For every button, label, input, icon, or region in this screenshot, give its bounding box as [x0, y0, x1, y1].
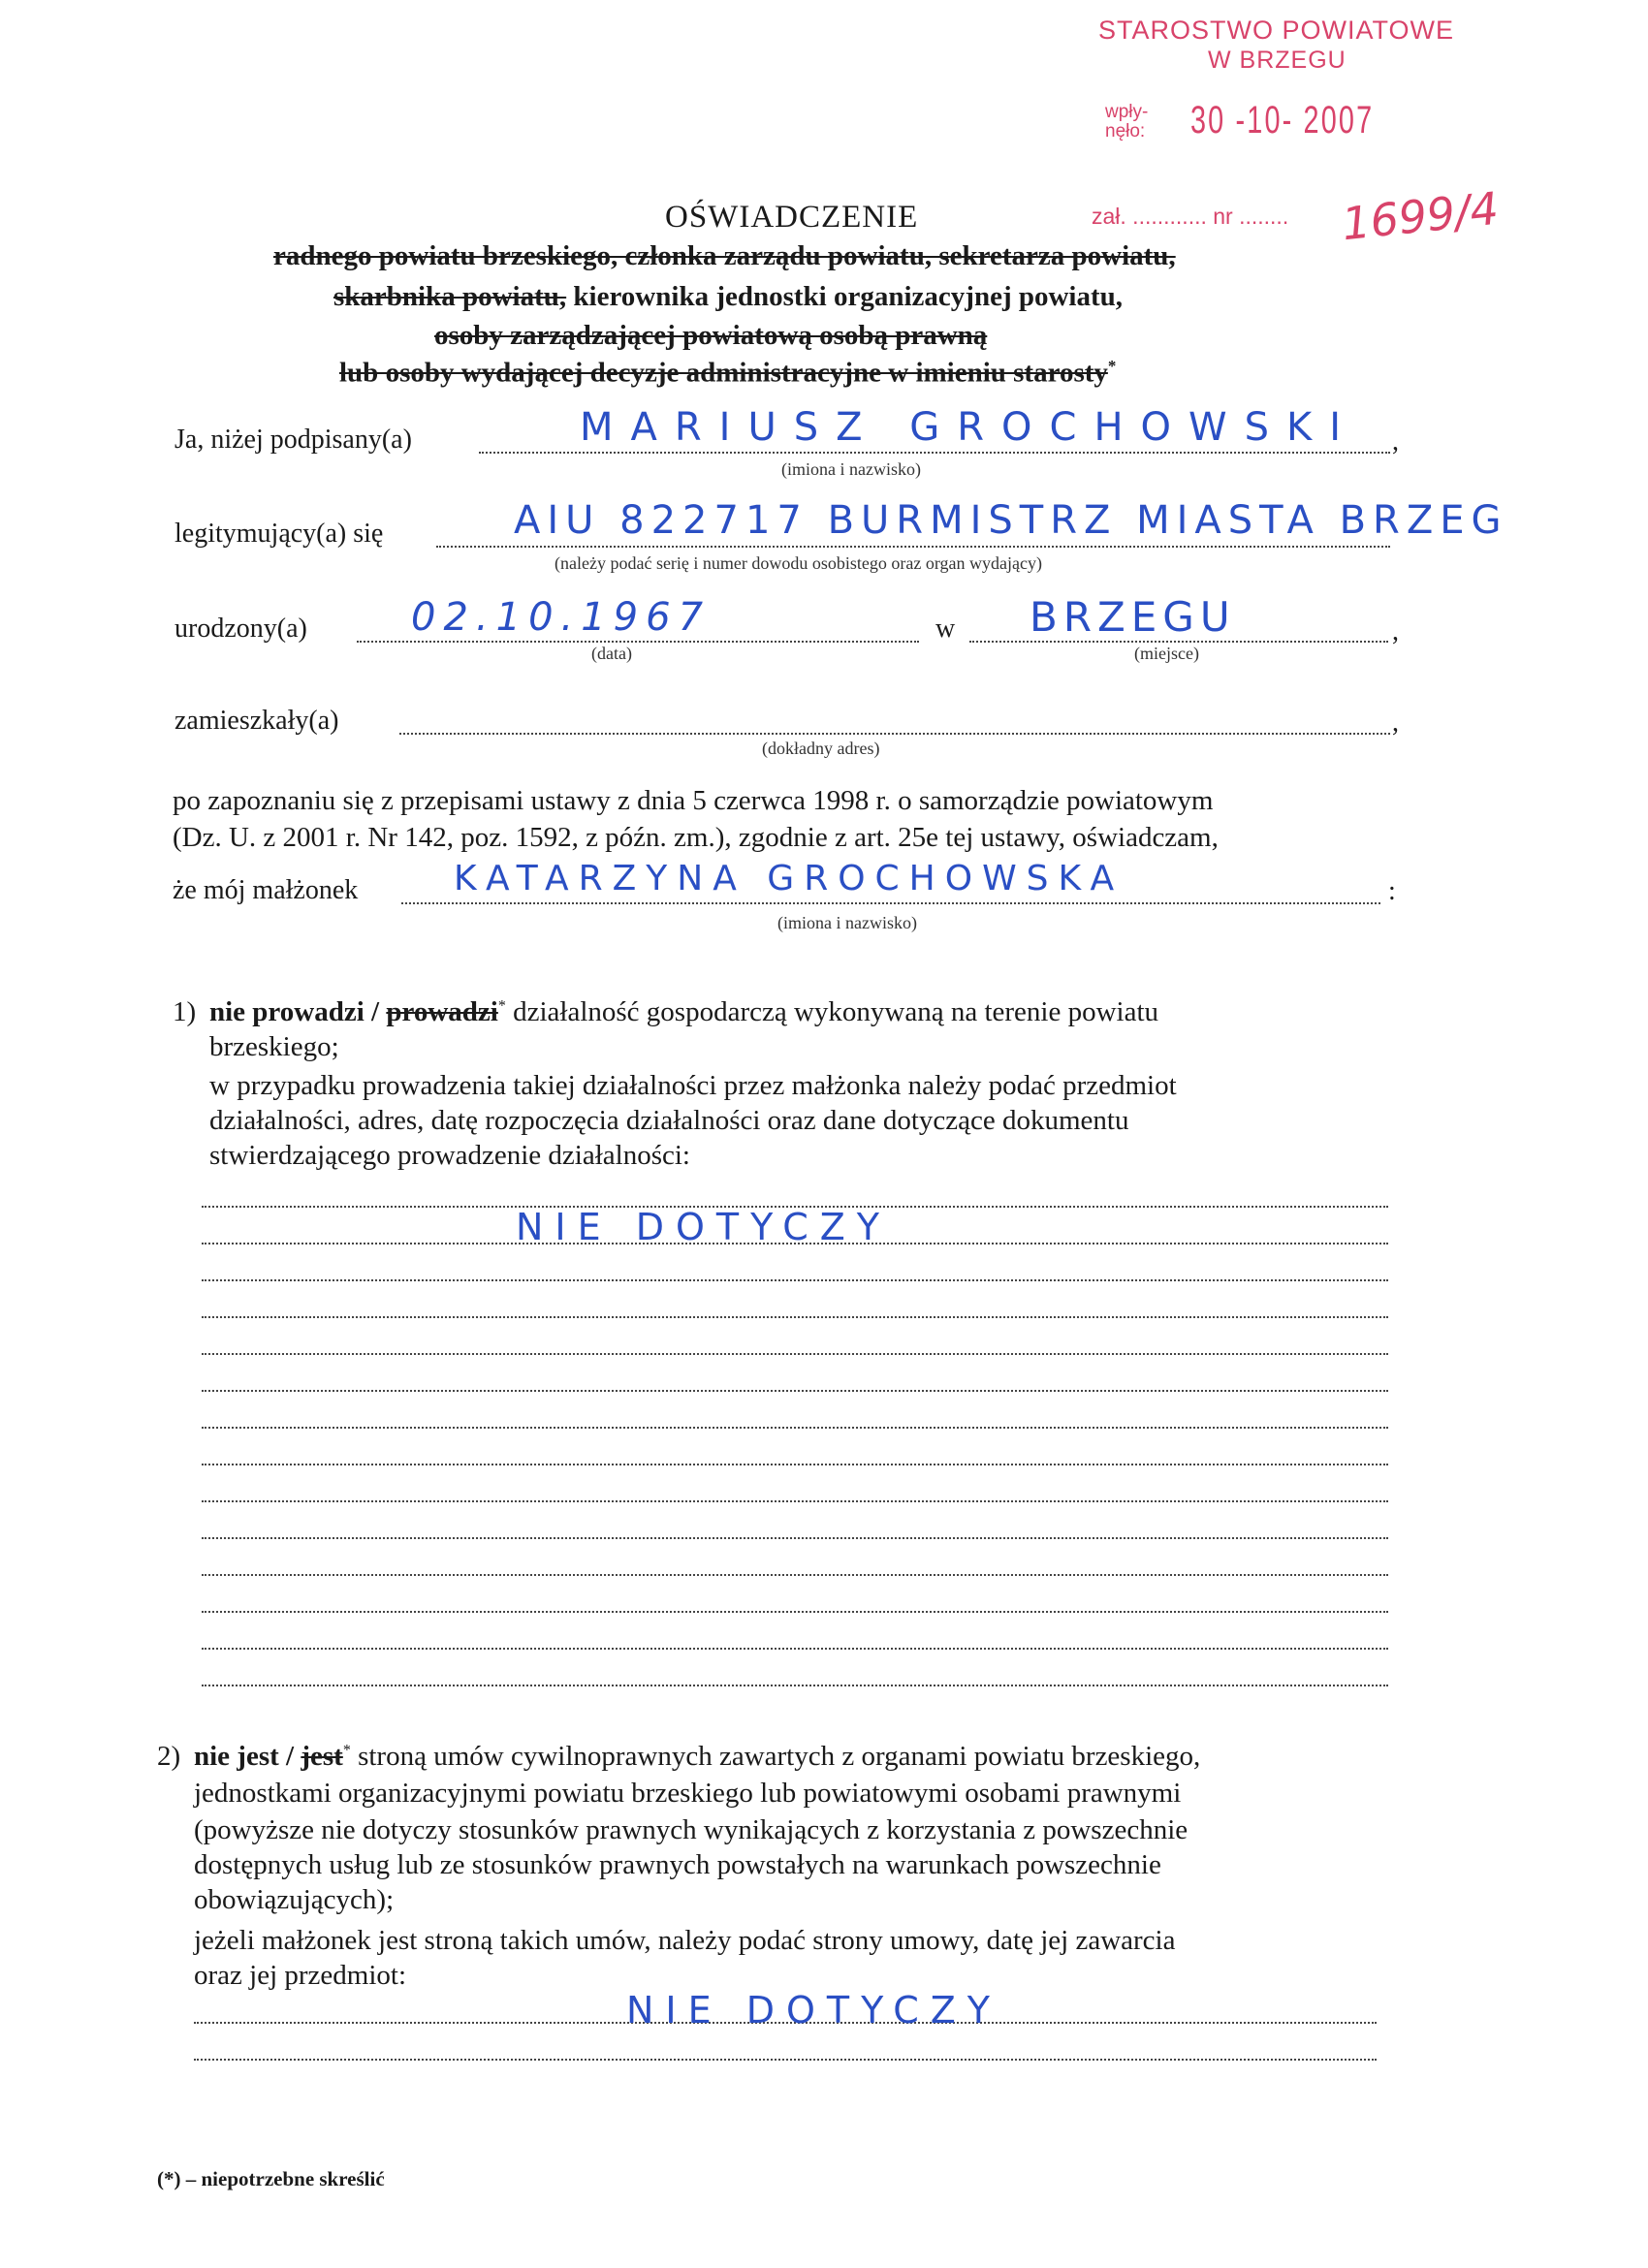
section-1-struck: prowadzi [386, 996, 498, 1027]
name-dotted-line [479, 452, 1390, 454]
section-1-rest: działalność gospodarczą wykonywaną na terenie powiatu [505, 996, 1159, 1027]
header-line-4 [339, 357, 1116, 390]
section-2-line-4: dostępnych usług lub ze stosunków prawnych powstałych na warunkach powszechnie [194, 1849, 1161, 1880]
section-1-blank-line-7 [202, 1427, 1388, 1429]
header-line-3: osoby zarządzającej powiatową osobą prawną [434, 320, 988, 351]
header-line-4-mark: * [1107, 357, 1117, 375]
address-hint: (dokładny adres) [762, 739, 880, 758]
section-2-number: 2) [157, 1741, 181, 1772]
section-2-line-5: obowiązujących); [194, 1884, 395, 1915]
section-1-line-1 [209, 996, 1158, 1028]
place-hint: (miejsce) [1134, 644, 1199, 663]
stamp-attachments: zał. ............ nr ........ [1092, 204, 1289, 229]
section-1-number: 1) [173, 996, 197, 1027]
name-value: MARIUSZ GROCHOWSKI [580, 405, 1358, 450]
place-dotted-line [969, 641, 1388, 643]
id-value: AIU 822717 BURMISTRZ MIASTA BRZEG [514, 498, 1508, 543]
stamp-office-name: STAROSTWO POWIATOWE [1098, 16, 1454, 45]
stamp-office-city: W BRZEGU [1208, 47, 1347, 74]
section-1-answer: NIE DOTYCZY [516, 1206, 892, 1248]
section-1-blank-line-10 [202, 1537, 1388, 1539]
section-1-blank-line-13 [202, 1648, 1388, 1650]
id-hint: (należy podać serię i numer dowodu osobistego oraz organ wydający) [555, 553, 1042, 573]
born-label: urodzony(a) [174, 614, 307, 644]
section-1-blank-line-12 [202, 1611, 1388, 1613]
section-2-line-2: jednostkami organizacyjnymi powiatu brzeskiego lub powiatowymi osobami prawnymi [194, 1778, 1182, 1809]
name-hint: (imiona i nazwisko) [781, 459, 921, 479]
header-line-2-kept: kierownika jednostki organizacyjnej powiatu, [566, 281, 1124, 312]
place-comma: , [1392, 616, 1399, 646]
section-1-blank-line-9 [202, 1500, 1388, 1502]
header-line-4-text: lub osoby wydającej decyzje administracyjne w imieniu starosty [339, 357, 1108, 389]
document-title: OŚWIADCZENIE [665, 200, 919, 235]
section-2-line-3: (powyższe nie dotyczy stosunków prawnych wynikających z korzystania z powszechnie [194, 1814, 1188, 1845]
id-label: legitymujący(a) się [174, 519, 384, 549]
spouse-value: KATARZYNA GROCHOWSKA [454, 859, 1125, 898]
section-1-slash: / [364, 996, 387, 1027]
spouse-hint: (imiona i nazwisko) [777, 913, 917, 932]
section-1-line-2: brzeskiego; [209, 1031, 339, 1062]
section-1-blank-line-11 [202, 1574, 1388, 1576]
footnote: (*) – niepotrzebne skreślić [157, 2167, 385, 2190]
section-2-mark: * [342, 1742, 351, 1759]
section-2-blank-line-2 [194, 2059, 1377, 2061]
intro-line-1: po zapoznaniu się z przepisami ustawy z dnia 5 czerwca 1998 r. o samorządzie powiatowym [173, 785, 1214, 816]
name-comma: , [1392, 426, 1399, 457]
spouse-dotted-line [401, 902, 1380, 904]
section-1-blank-line-8 [202, 1464, 1388, 1465]
stamp-received-date: 30 -10- 2007 [1190, 99, 1375, 142]
stamp-received-label-1: wpły- [1105, 102, 1149, 122]
header-line-1: radnego powiatu brzeskiego, członka zarządu powiatu, sekretarza powiatu, [273, 240, 1176, 271]
section-2-line-7: oraz jej przedmiot: [194, 1960, 407, 1991]
section-2-struck: jest [301, 1741, 343, 1772]
spouse-label: że mój małżonek [173, 875, 359, 905]
address-comma: , [1392, 708, 1399, 738]
intro-line-2: (Dz. U. z 2001 r. Nr 142, poz. 1592, z późn. zm.), zgodnie z art. 25e tej ustawy, oświadczam, [173, 822, 1219, 853]
id-dotted-line [436, 546, 1390, 548]
section-2-slash: / [278, 1741, 301, 1772]
address-label: zamieszkały(a) [174, 706, 339, 736]
stamp-handwritten-number: 1699/4 [1339, 181, 1502, 251]
place-value: BRZEGU [1030, 593, 1236, 641]
section-2-line-6: jeżeli małżonek jest stroną takich umów, należy podać strony umowy, datę jej zawarcia [194, 1925, 1176, 1956]
section-2-bold: nie jest [194, 1741, 279, 1772]
name-label: Ja, niżej podpisany(a) [174, 425, 412, 455]
section-1-detail-3: stwierdzającego prowadzenie działalności: [209, 1140, 690, 1171]
place-label: w [935, 614, 956, 644]
section-2-answer: NIE DOTYCZY [626, 1989, 1002, 2032]
section-2-line-1 [194, 1741, 1200, 1773]
section-1-blank-line-6 [202, 1390, 1388, 1392]
section-1-blank-line-14 [202, 1685, 1388, 1686]
header-line-2-struck: skarbnika powiatu, [333, 281, 567, 312]
born-hint: (data) [591, 644, 632, 663]
header-line-2 [333, 281, 1123, 313]
section-2-rest: stroną umów cywilnoprawnych zawartych z organami powiatu brzeskiego, [350, 1741, 1201, 1772]
section-1-mark: * [497, 997, 506, 1015]
stamp-received-label-2: nęło: [1105, 121, 1146, 142]
section-1-detail-2: działalności, adres, datę rozpoczęcia działalności oraz dane dotyczące dokumentu [209, 1105, 1129, 1136]
section-1-blank-line-4 [202, 1316, 1388, 1318]
born-value: 02.10.1967 [411, 595, 712, 640]
address-dotted-line [399, 733, 1390, 735]
born-dotted-line [357, 641, 919, 643]
section-1-bold: nie prowadzi [209, 996, 364, 1027]
spouse-colon: : [1388, 876, 1396, 906]
section-1-blank-line-3 [202, 1279, 1388, 1281]
section-1-blank-line-5 [202, 1353, 1388, 1355]
section-1-detail-1: w przypadku prowadzenia takiej działalności przez małżonka należy podać przedmiot [209, 1070, 1177, 1101]
